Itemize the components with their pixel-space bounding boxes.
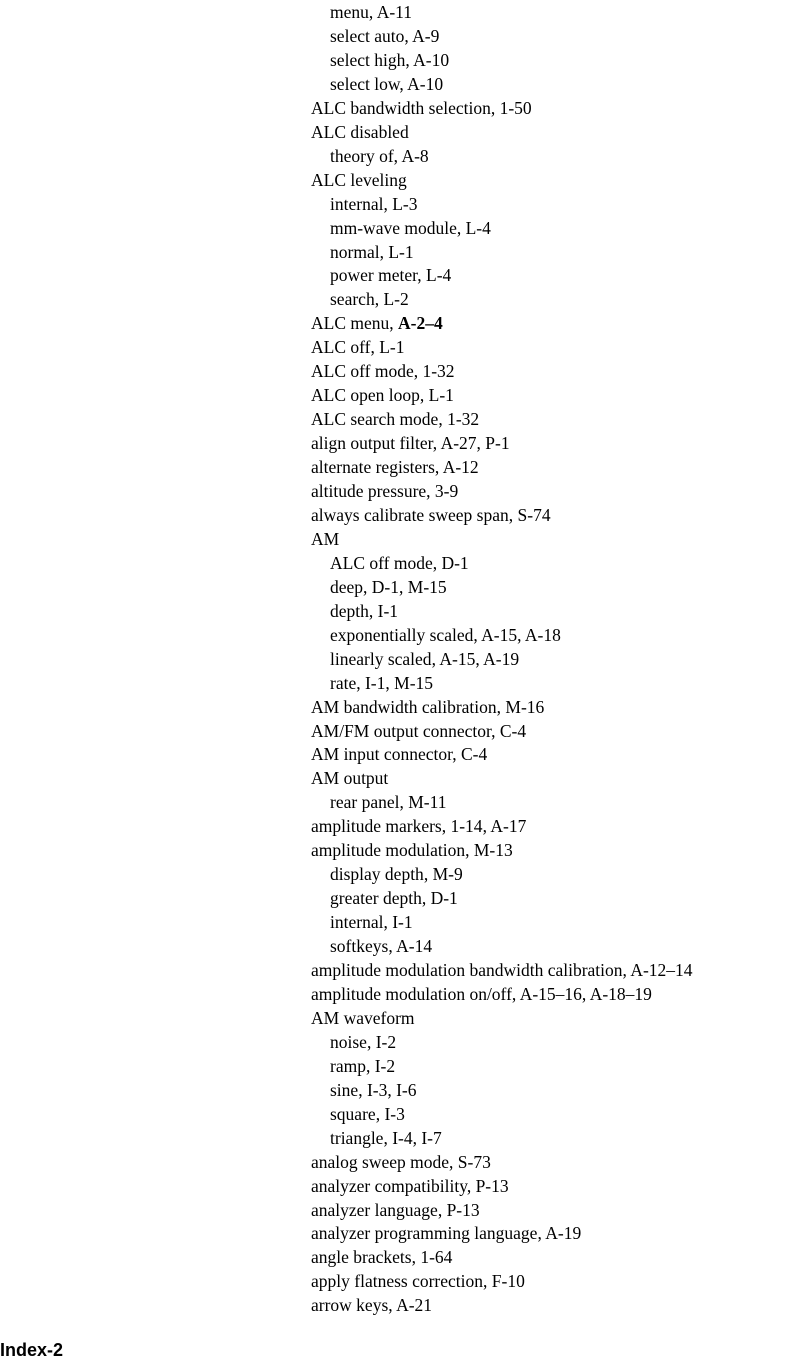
page-reference: C-4 (460, 744, 488, 765)
page-reference: 3-9 (434, 481, 459, 501)
index-term: align output filter (311, 433, 433, 454)
page-reference: A-9 (412, 25, 440, 46)
index-term: ALC leveling (311, 169, 407, 190)
index-entry: AM bandwidth calibration, M-16 (311, 696, 545, 717)
index-term: greater depth (330, 888, 422, 909)
page-reference: I-7 (421, 1127, 442, 1148)
index-entry: ALC menu, A-2–4 (311, 313, 443, 334)
index-subentry: select low, A-10 (330, 73, 444, 94)
index-entry: ALC bandwidth selection, 1-50 (311, 97, 532, 118)
index-subentry: triangle, I-4, I-7 (330, 1127, 442, 1148)
page-reference: M-15 (394, 672, 434, 693)
index-entry: arrow keys, A-21 (311, 1295, 433, 1316)
page-reference: A-18 (524, 624, 561, 645)
index-subentry: depth, I-1 (330, 600, 399, 621)
index-term: AM (311, 528, 340, 549)
page-reference: A-15–16 (519, 983, 582, 1004)
page-reference: C-4 (499, 720, 527, 741)
index-term: analyzer compatibility (311, 1175, 467, 1196)
index-term: ramp (330, 1055, 366, 1076)
index-term: ALC off (311, 337, 371, 358)
page-reference: L-1 (428, 385, 454, 406)
page-reference: A-15 (481, 624, 518, 645)
index-term: exponentially scaled (330, 624, 474, 645)
index-entry (311, 168, 407, 192)
page-reference: 1-64 (420, 1247, 453, 1268)
index-entry: AM/FM output connector, C-4 (311, 720, 527, 741)
page-reference: P-13 (446, 1199, 480, 1220)
index-entry: always calibrate sweep span, S-74 (311, 504, 551, 525)
index-subentry: select auto, A-9 (330, 25, 440, 46)
index-term: select high (330, 49, 406, 70)
index-term: normal (330, 241, 380, 262)
index-term: alternate registers (311, 457, 435, 478)
index-term: ALC off mode (330, 552, 433, 573)
index-subentry: rear panel, M-11 (330, 792, 447, 813)
page-footer-label: Index-2 (0, 1340, 64, 1360)
index-entry: align output filter, A-27, P-1 (311, 433, 510, 454)
page-reference: A-27 (440, 433, 477, 454)
index-entry: ALC open loop, L-1 (311, 385, 454, 406)
index-term: analog sweep mode (311, 1151, 450, 1172)
page-reference: I-1 (392, 912, 413, 933)
index-subentry: rate, I-1, M-15 (330, 672, 434, 693)
page-reference: A-12 (442, 457, 479, 478)
page-reference: A-2–4 (398, 313, 443, 334)
page-reference: P-1 (485, 433, 510, 454)
index-subentry: internal, I-1 (330, 912, 413, 933)
page-reference: I-3 (366, 1079, 388, 1100)
page-reference: I-6 (396, 1079, 417, 1100)
page-reference: L-1 (379, 337, 405, 358)
page-reference: I-3 (384, 1103, 405, 1124)
page-reference: L-1 (388, 241, 414, 262)
index-term: amplitude modulation on/off (311, 983, 512, 1004)
page-reference: A-14 (396, 936, 433, 957)
index-subentry: deep, D-1, M-15 (330, 576, 447, 597)
index-term: square (330, 1103, 376, 1124)
index-entry: analog sweep mode, S-73 (311, 1151, 491, 1172)
index-term: AM bandwidth calibration (311, 696, 497, 717)
page-reference: I-1 (377, 600, 399, 621)
index-entry: ALC off, L-1 (311, 337, 405, 358)
index-entry: amplitude modulation on/off, A-15–16, A-18–19 (311, 983, 652, 1004)
index-entry (311, 120, 409, 144)
page-reference: 1-32 (447, 409, 480, 430)
index-entry (311, 527, 339, 551)
index-subentry: theory of, A-8 (330, 145, 429, 166)
index-term: deep (330, 576, 364, 597)
index-subentry: linearly scaled, A-15, A-19 (330, 648, 520, 669)
index-term: amplitude markers (311, 816, 442, 837)
index-term: analyzer language (311, 1199, 438, 1220)
index-subentry: ALC off mode, D-1 (330, 552, 469, 573)
page-reference: A-10 (413, 49, 450, 70)
page-reference: A-11 (376, 2, 413, 22)
index-subentry: normal, L-1 (330, 241, 414, 262)
page-reference: L-4 (426, 265, 452, 286)
index-term: arrow keys (311, 1295, 389, 1316)
index-entry (311, 1006, 415, 1030)
index-term: ALC open loop (311, 385, 420, 406)
index-term: amplitude modulation (311, 840, 466, 861)
index-entry: alternate registers, A-12 (311, 457, 479, 478)
index-subentry: search, L-2 (330, 289, 409, 310)
index-term: triangle (330, 1127, 384, 1148)
page-reference: I-2 (375, 1031, 397, 1052)
index-term: AM output (311, 768, 389, 789)
index-subentry: power meter, L-4 (330, 265, 452, 286)
index-term: search (330, 289, 375, 310)
index-subentry: exponentially scaled, A-15, A-18 (330, 624, 561, 645)
page-reference: A-19 (483, 648, 520, 669)
index-entry: apply flatness correction, F-10 (311, 1271, 525, 1292)
page-reference: 1-14 (450, 816, 483, 837)
index-subentry: square, I-3 (330, 1103, 405, 1124)
page-reference: M-9 (432, 864, 463, 885)
index-term: softkeys (330, 936, 389, 957)
page-reference: A-21 (396, 1295, 433, 1316)
index-entry: altitude pressure, 3-9 (311, 481, 459, 501)
index-subentry: select high, A-10 (330, 49, 450, 70)
index-term: ALC menu (311, 313, 390, 334)
page-reference: M-11 (408, 792, 447, 813)
index-entry: AM input connector, C-4 (311, 744, 488, 765)
index-entry: analyzer language, P-13 (311, 1199, 480, 1220)
index-term: noise (330, 1031, 367, 1052)
index-term: ALC disabled (311, 121, 409, 142)
page-reference: I-1 (364, 672, 386, 693)
page-reference: A-19 (545, 1223, 582, 1244)
page-reference: F-10 (491, 1271, 525, 1292)
index-term: rate (330, 672, 357, 693)
index-entry: ALC search mode, 1-32 (311, 409, 480, 430)
index-term: AM/FM output connector (311, 720, 492, 741)
index-entry: ALC off mode, 1-32 (311, 361, 455, 382)
index-subentry: internal, L-3 (330, 193, 418, 214)
index-term: mm-wave module (330, 217, 457, 238)
page-reference: M-13 (473, 840, 513, 861)
index-entry: amplitude modulation bandwidth calibration, A-12–14 (311, 960, 693, 980)
index-subentry: menu, A-11 (330, 2, 413, 22)
page-reference: 1-50 (499, 97, 532, 118)
index-entry (311, 766, 388, 790)
index-term: menu (330, 2, 369, 22)
page-reference: D-1 (430, 888, 458, 909)
index-term: sine (330, 1079, 359, 1100)
index-term: internal (330, 912, 384, 933)
page-reference: A-12–14 (630, 960, 693, 980)
page-reference: D-1 (441, 552, 469, 573)
index-subentry: mm-wave module, L-4 (330, 217, 491, 238)
index-subentry: display depth, M-9 (330, 864, 463, 885)
index-subentry: softkeys, A-14 (330, 936, 433, 957)
page-reference: S-74 (517, 504, 551, 525)
page-reference: L-3 (392, 193, 418, 214)
page-reference: S-73 (457, 1151, 491, 1172)
index-term: theory of (330, 145, 394, 166)
page-reference: I-4 (392, 1127, 413, 1148)
index-term: select low (330, 73, 400, 94)
index-term: ALC bandwidth selection (311, 97, 491, 118)
page-reference: L-2 (383, 289, 409, 310)
index-subentry: sine, I-3, I-6 (330, 1079, 417, 1100)
page-reference: A-15 (439, 648, 476, 669)
index-entry: analyzer programming language, A-19 (311, 1223, 582, 1244)
page-reference: P-13 (475, 1175, 509, 1196)
index-term: AM input connector (311, 744, 453, 765)
index-term: depth (330, 600, 369, 621)
index-entry: amplitude modulation, M-13 (311, 840, 513, 861)
index-term: always calibrate sweep span (311, 504, 509, 525)
index-term: linearly scaled (330, 648, 432, 669)
page-reference: A-17 (490, 816, 527, 837)
index-term: altitude pressure (311, 481, 427, 501)
page-reference: M-16 (505, 696, 545, 717)
index-term: analyzer programming language (311, 1223, 538, 1244)
page-reference: L-4 (465, 217, 491, 238)
index-term: ALC search mode (311, 409, 439, 430)
index-term: angle brackets (311, 1247, 412, 1268)
index-subentry: noise, I-2 (330, 1031, 397, 1052)
page-reference: A-8 (401, 145, 429, 166)
index-term: rear panel (330, 792, 400, 813)
index-term: apply flatness correction (311, 1271, 484, 1292)
index-term: select auto (330, 25, 405, 46)
index-term: power meter (330, 265, 418, 286)
index-subentry: greater depth, D-1 (330, 888, 458, 909)
page-reference: D-1 (371, 576, 400, 597)
index-term: AM waveform (311, 1007, 415, 1028)
page-reference: M-15 (407, 576, 447, 597)
index-term: display depth (330, 864, 424, 885)
page-reference: I-2 (374, 1055, 396, 1076)
page-reference: A-18–19 (589, 983, 652, 1004)
index-entry: analyzer compatibility, P-13 (311, 1175, 509, 1196)
page-reference: 1-32 (422, 361, 455, 382)
index-entry: amplitude markers, 1-14, A-17 (311, 816, 527, 837)
index-term: internal (330, 193, 384, 214)
index-subentry: ramp, I-2 (330, 1055, 396, 1076)
page-reference: A-10 (407, 73, 444, 94)
index-term: ALC off mode (311, 361, 414, 382)
index-term: amplitude modulation bandwidth calibration (311, 960, 623, 980)
index-entry: angle brackets, 1-64 (311, 1247, 453, 1268)
